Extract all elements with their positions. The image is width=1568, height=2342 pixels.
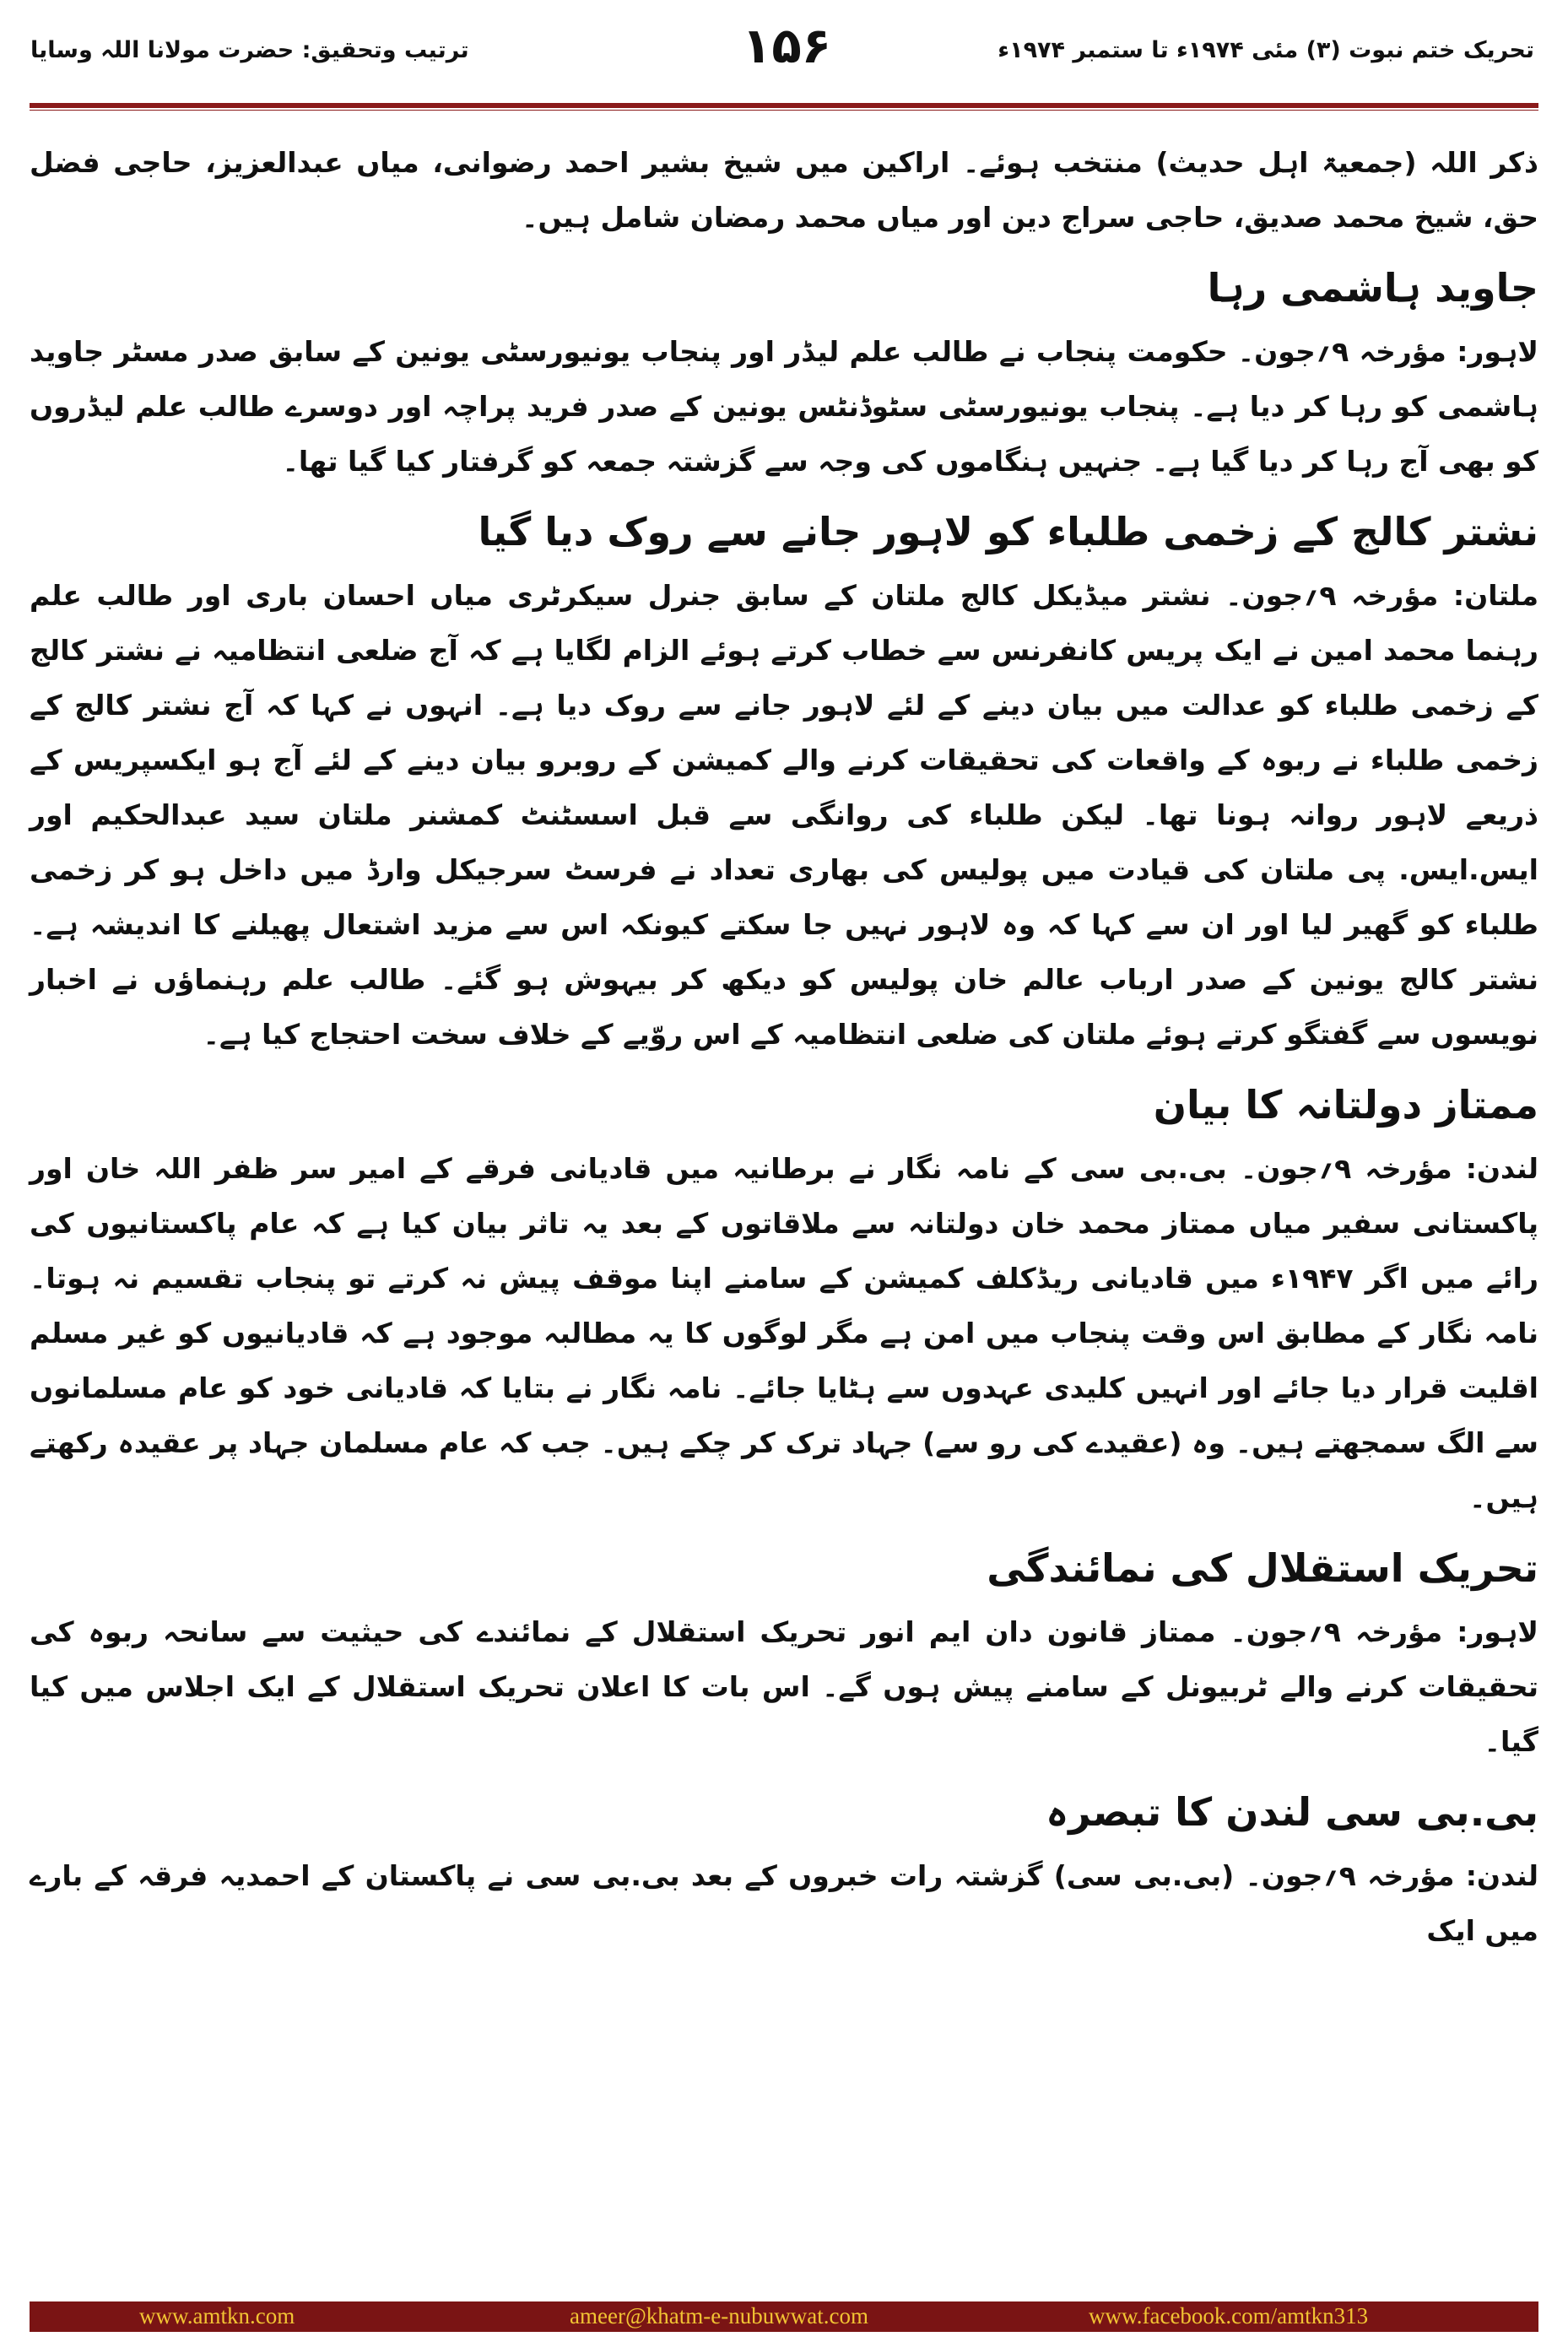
section-heading: جاوید ہاشمی رہا — [1207, 265, 1538, 311]
intro-paragraph: ذکر اللہ (جمعیۃ اہل حدیث) منتخب ہوئے۔ اراکین میں شیخ بشیر احمد رضوانی، میاں عبدالعزیز، حاجی فضل حق، شیخ محمد صدیق، حاجی سراج دین اور میاں محمد رمضان شامل ہیں۔ — [30, 146, 1538, 234]
header-rule — [30, 103, 1538, 108]
section-heading: نشتر کالج کے زخمی طلباء کو لاہور جانے سے روک دیا گیا — [478, 509, 1538, 554]
website-link[interactable]: www.amtkn.com — [139, 2303, 295, 2328]
section-paragraph: ملتان: مؤرخہ ۹؍جون۔ نشتر میڈیکل کالج ملتان کے سابق جنرل سیکرٹری میاں احسان باری اور طالب علم رہنما محمد امین نے ایک پریس کانفرنس سے خطاب کرتے ہوئے الزام لگایا ہے کہ آج ضلعی انتظامیہ نے نشتر کالج کے زخمی طلباء کو عدالت میں بیان دینے کے لئے لاہور جانے سے روک دیا ہے۔ انہوں نے کہا کہ آج نشتر کالج کے زخمی طلباء نے ربوہ کے واقعات کی تحقیقات کرنے والے کمیشن کے روبرو بیان دینے کے لئے آج ہو ایکسپریس کے ذریعے لاہور روانہ ہونا تھا۔ لیکن طلباء کی روانگی سے قبل اسسٹنٹ کمشنر ملتان سید عبدالحکیم اور ایس.ایس. پی ملتان کی قیادت میں پولیس کی بھاری تعداد نے فرسٹ سرجیکل وارڈ میں داخل ہو کر زخمی طلباء کو گھیر لیا اور ان سے کہا کہ وہ لاہور نہیں جا سکتے کیونکہ اس سے مزید اشتعال پھیلنے کا اندیشہ ہے۔ نشتر کالج یونین کے صدر ارباب عالم خان پولیس کو دیکھ کر بیہوش ہو گئے۔ طالب علم رہنماؤں نے اخبار نویسوں سے گفتگو کرتے ہوئے ملتان کی ضلعی انتظامیہ کے اس روّیے کے خلاف سخت احتجاج کیا ہے۔ — [30, 579, 1538, 1051]
email-link[interactable]: ameer@khatm-e-nubuwwat.com — [570, 2303, 868, 2328]
book-title: تحریک ختم نبوت (۳) مئی ۱۹۷۴ء تا ستمبر ۱۹۷۴ء — [998, 37, 1534, 63]
facebook-link[interactable]: www.facebook.com/amtkn313 — [1089, 2303, 1369, 2328]
section-heading: ممتاز دولتانہ کا بیان — [1153, 1082, 1538, 1128]
page-header — [0, 0, 1568, 110]
section-paragraph: لندن: مؤرخہ ۹؍جون۔ (بی.بی سی) گزشتہ رات خبروں کے بعد بی.بی سی نے پاکستان کے احمدیہ فرقہ کے بارے میں ایک — [30, 1859, 1538, 1947]
page-footer — [30, 2301, 1538, 2332]
section-heading: بی.بی سی لندن کا تبصرہ — [1046, 1789, 1538, 1835]
article-body — [30, 135, 1538, 1958]
section-paragraph: لندن: مؤرخہ ۹؍جون۔ بی.بی سی کے نامہ نگار نے برطانیہ میں قادیانی فرقے کے امیر سر ظفر اللہ خان اور پاکستانی سفیر میاں ممتاز محمد خان دولتانہ سے ملاقاتوں کے بعد یہ تاثر بیان کیا ہے کہ عام پاکستانیوں کی رائے میں اگر ۱۹۴۷ء میں قادیانی ریڈکلف کمیشن کے سامنے اپنا موقف پیش نہ کرتے تو پنجاب تقسیم نہ ہوتا۔ نامہ نگار کے مطابق اس وقت پنجاب میں امن ہے مگر لوگوں کا یہ مطالبہ موجود ہے کہ قادیانیوں کو غیر مسلم اقلیت قرار دیا جائے اور انہیں کلیدی عہدوں سے ہٹایا جائے۔ نامہ نگار نے بتایا کہ قادیانی خود کو عام مسلمانوں سے الگ سمجھتے ہیں۔ وہ (عقیدے کی رو سے) جہاد ترک کر چکے ہیں۔ جب کہ عام مسلمان جہاد پر عقیدہ رکھتے ہیں۔ — [30, 1152, 1538, 1514]
compiler-credit: ترتیب وتحقیق: حضرت مولانا اللہ وسایا — [30, 37, 469, 63]
page-number: ۱۵۶ — [742, 17, 832, 74]
section-paragraph: لاہور: مؤرخہ ۹؍جون۔ حکومت پنجاب نے طالب علم لیڈر اور پنجاب یونیورسٹی یونین کے سابق صدر مسٹر جاوید ہاشمی کو رہا کر دیا ہے۔ پنجاب یونیورسٹی سٹوڈنٹس یونین کے صدر فرید پراچہ اور دوسرے طالب علم لیڈروں کو بھی آج رہا کر دیا گیا ہے۔ جنہیں ہنگاموں کی وجہ سے گزشتہ جمعہ کو گرفتار کیا گیا تھا۔ — [30, 335, 1538, 478]
header-rule-thin — [30, 110, 1538, 111]
section-heading: تحریک استقلال کی نمائندگی — [987, 1545, 1538, 1591]
section-paragraph: لاہور: مؤرخہ ۹؍جون۔ ممتاز قانون دان ایم انور تحریک استقلال کے نمائندے کی حیثیت سے سانحہ ربوہ کی تحقیقات کرنے والے ٹربیونل کے سامنے پیش ہوں گے۔ اس بات کا اعلان تحریک استقلال کے ایک اجلاس میں کیا گیا۔ — [30, 1615, 1538, 1758]
